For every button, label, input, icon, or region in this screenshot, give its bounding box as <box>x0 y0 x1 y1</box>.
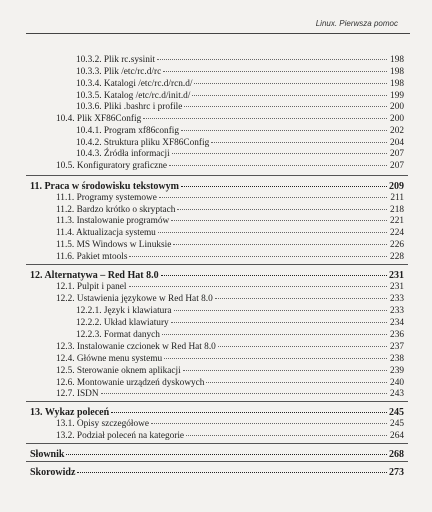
dot-leader <box>129 256 387 257</box>
toc-page-number: 224 <box>390 228 404 238</box>
toc-entry-label: 12.6. Montowanie urządzeń dyskowych <box>56 378 205 388</box>
toc-entry <box>56 161 404 172</box>
toc-entry-label: 12.3. Instalowanie czcionek w Red Hat 8.0 <box>56 342 216 352</box>
toc-entry-label: Skorowidz <box>30 467 76 478</box>
toc-page-number: 273 <box>389 467 404 478</box>
toc-page-number: 233 <box>390 306 404 316</box>
toc-entry <box>76 55 404 66</box>
toc-page-number: 218 <box>390 205 404 215</box>
dot-leader <box>163 71 387 72</box>
toc-entry-label: 11.2. Bardzo krótko o skryptach <box>56 205 176 215</box>
toc-entry <box>56 252 404 263</box>
running-header: Linux. Pierwsza pomoc <box>315 19 398 28</box>
section-divider <box>26 443 408 444</box>
toc-entry <box>76 318 404 329</box>
toc-page-number: 237 <box>390 342 404 352</box>
toc-page-number: 245 <box>389 407 404 418</box>
toc-entry <box>56 216 404 227</box>
dot-leader <box>101 393 387 394</box>
toc-entry-label: 12.4. Główne menu systemu <box>56 354 163 364</box>
toc-page-number: 198 <box>390 55 404 65</box>
toc-entry <box>56 228 404 239</box>
toc-entry <box>76 91 404 102</box>
section-divider <box>26 461 408 462</box>
toc-entry <box>56 378 404 389</box>
dot-leader <box>162 334 387 335</box>
toc-entry <box>76 79 404 90</box>
dot-leader <box>66 454 387 455</box>
toc-entry-label: 11. Praca w środowisku tekstowym <box>30 181 179 192</box>
toc-entry <box>76 149 404 160</box>
toc-page-number: 199 <box>390 91 404 101</box>
dot-leader <box>171 322 387 323</box>
toc-entry <box>76 306 404 317</box>
toc-entry-label: 10.5. Konfiguratory graficzne <box>56 161 168 171</box>
toc-entry-label: 12. Alternatywa – Red Hat 8.0 <box>30 270 159 281</box>
dot-leader <box>192 95 387 96</box>
toc-entry <box>76 102 404 113</box>
dot-leader <box>129 286 388 287</box>
toc-page-number: 209 <box>389 181 404 192</box>
toc-page-number: 198 <box>390 67 404 77</box>
dot-leader <box>194 83 387 84</box>
dot-leader <box>186 435 387 436</box>
toc-entry-label: 13. Wykaz poleceń <box>30 407 110 418</box>
toc-entry-label: 11.1. Programy systemowe <box>56 193 157 203</box>
toc-entry-label: 10.4. Plik XF86Config <box>56 114 142 124</box>
toc-entry-label: 10.3.3. Plik /etc/rc.d/rc <box>76 67 162 77</box>
toc-entry <box>56 342 404 353</box>
toc-page-number: 233 <box>390 294 404 304</box>
dot-leader <box>157 59 387 60</box>
dot-leader <box>161 275 387 276</box>
toc-entry-label: 11.6. Pakiet mtools <box>56 252 128 262</box>
toc-page-number: 236 <box>390 330 404 340</box>
dot-leader <box>206 382 387 383</box>
toc-page-number: 221 <box>390 216 404 226</box>
toc-page-number: 200 <box>390 114 404 124</box>
toc-page-number: 231 <box>389 270 404 281</box>
dot-leader <box>177 209 387 210</box>
toc-entry <box>76 138 404 149</box>
dot-leader <box>173 244 387 245</box>
toc-page-number: 264 <box>390 431 404 441</box>
toc-page-number: 243 <box>390 389 404 399</box>
toc-chapter-entry <box>30 181 404 192</box>
toc-page-number: 228 <box>390 252 404 262</box>
dot-leader <box>171 220 387 221</box>
toc-chapter-entry <box>30 407 404 418</box>
dot-leader <box>184 106 387 107</box>
dot-leader <box>218 346 387 347</box>
toc-entry-label: 12.7. ISDN <box>56 389 99 399</box>
dot-leader <box>159 197 387 198</box>
toc-entry-label: 10.4.3. Źródła informacji <box>76 149 170 159</box>
toc-entry-label: 10.4.2. Struktura pliku XF86Config <box>76 138 210 148</box>
toc-page-number: 202 <box>390 126 404 136</box>
toc-page-number: 238 <box>390 354 404 364</box>
toc-entry-label: 13.2. Podział poleceń na kategorie <box>56 431 185 441</box>
dot-leader <box>181 130 387 131</box>
toc-entry-label: 12.5. Sterowanie oknem aplikacji <box>56 366 181 376</box>
toc-entry-label: Słownik <box>30 449 65 460</box>
toc-page-number: 245 <box>390 419 404 429</box>
toc-entry-label: 10.3.5. Katalog /etc/rc.d/init.d/ <box>76 91 191 101</box>
toc-page-number: 234 <box>390 318 404 328</box>
toc-page-number: 207 <box>390 161 404 171</box>
toc-entry-label: 11.3. Instalowanie programów <box>56 216 170 226</box>
dot-leader <box>181 186 387 187</box>
section-divider <box>26 175 408 176</box>
toc-entry <box>56 240 404 251</box>
dot-leader <box>111 412 387 413</box>
toc-entry <box>76 330 404 341</box>
toc-entry <box>56 389 404 400</box>
toc-entry <box>76 67 404 78</box>
dot-leader <box>158 232 387 233</box>
dot-leader <box>77 472 387 473</box>
toc-chapter-entry <box>30 270 404 281</box>
toc-entry <box>56 294 404 305</box>
section-divider <box>26 264 408 265</box>
toc-entry-label: 11.5. MS Windows w Linuksie <box>56 240 172 250</box>
toc-entry-label: 11.4. Aktualizacja systemu <box>56 228 156 238</box>
toc-entry <box>56 114 404 125</box>
toc-page-number: 231 <box>390 282 404 292</box>
toc-entry <box>76 126 404 137</box>
toc-entry-label: 10.3.2. Plik rc.sysinit <box>76 55 156 65</box>
dot-leader <box>151 423 387 424</box>
toc-page-number: 204 <box>390 138 404 148</box>
toc-entry-label: 12.2. Ustawienia językowe w Red Hat 8.0 <box>56 294 213 304</box>
dot-leader <box>211 142 387 143</box>
toc-chapter-entry <box>30 467 404 478</box>
toc-page-number: 268 <box>389 449 404 460</box>
toc-entry-label: 12.2.1. Język i klawiatura <box>76 306 172 316</box>
toc-entry <box>56 366 404 377</box>
toc-entry <box>56 431 404 442</box>
toc-entry <box>56 354 404 365</box>
dot-leader <box>215 298 387 299</box>
toc-page-number: 239 <box>390 366 404 376</box>
section-divider <box>26 401 408 402</box>
toc-entry-label: 12.1. Pulpit i panel <box>56 282 127 292</box>
dot-leader <box>172 153 387 154</box>
dot-leader <box>164 358 387 359</box>
dot-leader <box>169 165 387 166</box>
toc-entry <box>56 282 404 293</box>
toc-page-number: 207 <box>390 149 404 159</box>
toc-entry <box>56 205 404 216</box>
toc-page-number: 226 <box>390 240 404 250</box>
toc-entry-label: 12.2.3. Format danych <box>76 330 160 340</box>
dot-leader <box>174 310 387 311</box>
toc-page-number: 211 <box>390 193 404 203</box>
toc-entry-label: 10.4.1. Program xf86config <box>76 126 180 136</box>
toc-entry <box>56 419 404 430</box>
toc-entry-label: 10.3.6. Pliki .bashrc i profile <box>76 102 183 112</box>
dot-leader <box>143 118 387 119</box>
toc-entry-label: 13.1. Opisy szczegółowe <box>56 419 149 429</box>
toc-entry-label: 12.2.2. Układ klawiatury <box>76 318 169 328</box>
toc-entry-label: 10.3.4. Katalogi /etc/rc.d/rcn.d/ <box>76 79 193 89</box>
toc-chapter-entry <box>30 449 404 460</box>
toc-page-number: 200 <box>390 102 404 112</box>
toc-entry <box>56 193 404 204</box>
dot-leader <box>183 370 387 371</box>
toc-page-number: 198 <box>390 79 404 89</box>
toc-page-number: 240 <box>390 378 404 388</box>
